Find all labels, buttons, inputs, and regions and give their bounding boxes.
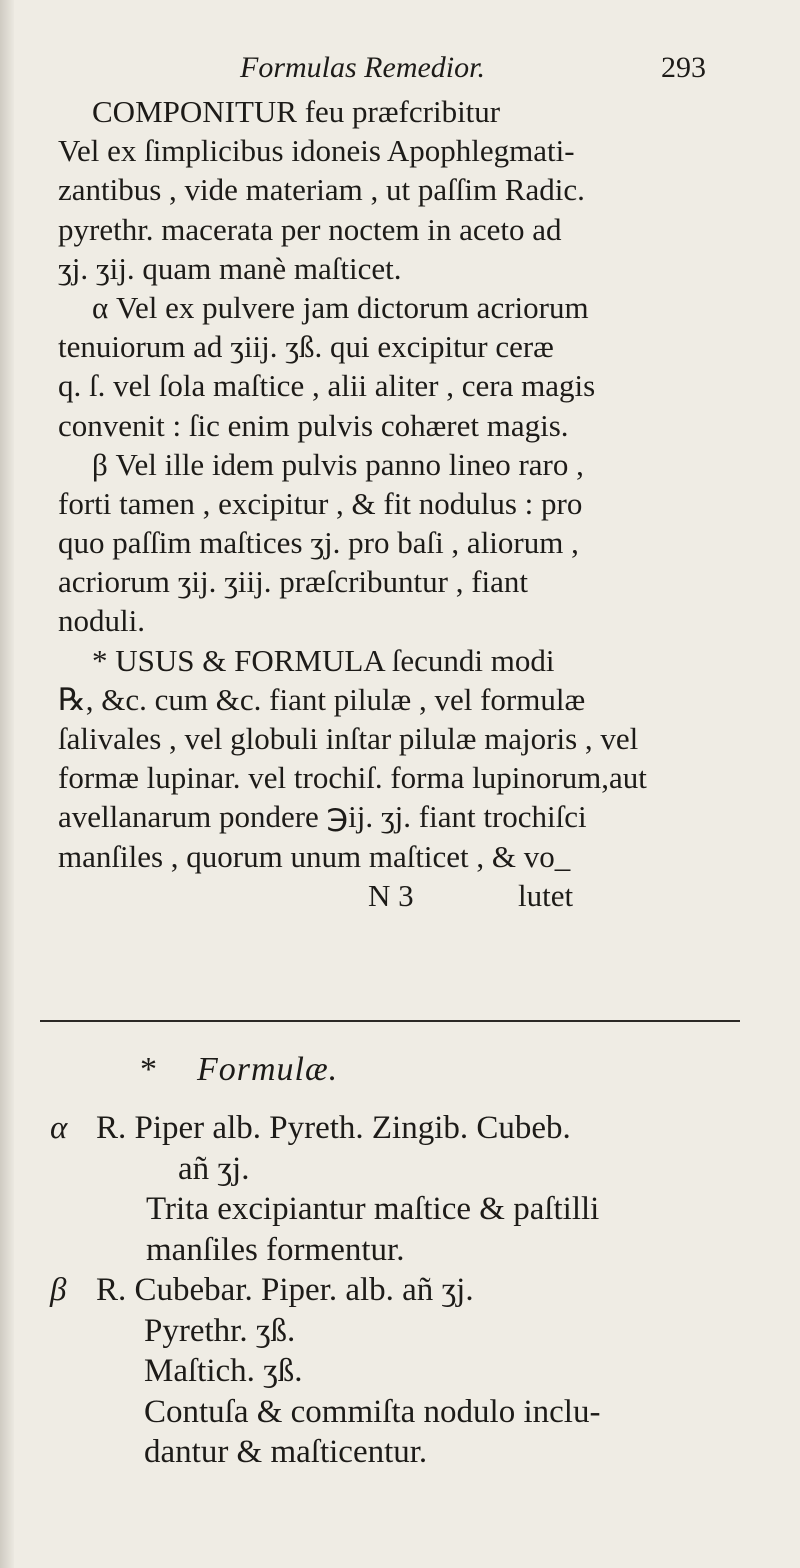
text-line: manſiles , quorum unum maſticet , & vo_ — [58, 838, 571, 874]
text-line: noduli. — [58, 603, 145, 639]
footnote-star: * — [140, 1051, 157, 1088]
footnote-text: R. Piper alb. Pyreth. Zingib. Cubeb. — [96, 1110, 571, 1146]
running-head — [240, 50, 710, 86]
text-line: acriorum ʒij. ʒiij. præſcribuntur , fiant — [58, 564, 529, 600]
text-line: convenit : ſic enim pulvis cohæret magis. — [58, 407, 569, 443]
footnote-text: R. Cubebar. Piper. alb. añ ʒj. — [96, 1272, 474, 1308]
footnote-divider — [40, 1020, 740, 1022]
footnote-mark: β — [50, 1272, 67, 1308]
footnote-line: añ ʒj. — [178, 1150, 250, 1187]
text-line: β Vel ille idem pulvis panno lineo raro , — [92, 446, 584, 482]
text-line: ʒj. ʒij. quam manè maſticet. — [58, 250, 402, 286]
text-line: q. ſ. vel ſola maſtice , alii aliter , cera magis — [58, 368, 596, 404]
text-line: ℞, &c. cum &c. fiant pilulæ , vel formulæ — [58, 681, 586, 717]
catchword: lutet — [518, 877, 574, 913]
footnote-line: Trita excipiantur maſtice & paſtilli — [146, 1191, 600, 1227]
main-text — [40, 92, 778, 915]
text-line: avellanarum pondere ℈ij. ʒj. fiant trochiſci — [58, 799, 587, 835]
text-line: pyrethr. macerata per noctem in aceto ad — [58, 211, 562, 247]
running-title: Formulas Remedior. — [240, 51, 485, 84]
footnote-line — [50, 1270, 770, 1311]
text-line: forti tamen , excipitur , & fit nodulus : pro — [58, 485, 583, 521]
signature-mark: N 3 — [368, 877, 414, 913]
footnote-line: manſiles formentur. — [146, 1231, 405, 1268]
text-line: quo paſſim maſtices ʒj. pro baſi , aliorum , — [58, 525, 579, 561]
footnote-mark: α — [50, 1110, 68, 1146]
text-line: formæ lupinar. vel trochiſ. forma lupinorum,aut — [58, 760, 647, 796]
text-line: tenuiorum ad ʒiij. ʒß. qui excipitur ceræ — [58, 329, 554, 365]
text-line: ſalivales , vel globuli inſtar pilulæ majoris , vel — [58, 721, 639, 756]
footnote-title: Formulæ. — [197, 1051, 339, 1088]
signature-line — [40, 876, 778, 915]
footnote-line: Pyrethr. ʒß. — [144, 1312, 296, 1349]
footnote-line: Maſtich. ʒß. — [144, 1353, 303, 1389]
text-line: * USUS & FORMULA ſecundi modi — [92, 642, 555, 678]
text-line: COMPONITUR feu præfcribitur — [92, 94, 501, 129]
footnote-line: Contuſa & commiſta nodulo inclu- — [144, 1393, 601, 1430]
text-line: Vel ex ſimplicibus idoneis Apophlegmati- — [58, 133, 575, 169]
text-line: α Vel ex pulvere jam dictorum acriorum — [92, 289, 589, 325]
page-gutter — [0, 0, 14, 1568]
page-number: 293 — [661, 51, 706, 84]
footnote-line: dantur & maſticentur. — [144, 1434, 428, 1470]
footnote-body — [50, 1108, 770, 1473]
footnote-heading — [140, 1050, 338, 1090]
text-line: zantibus , vide materiam , ut paſſim Radic. — [58, 172, 585, 208]
footnote-line — [50, 1108, 770, 1149]
